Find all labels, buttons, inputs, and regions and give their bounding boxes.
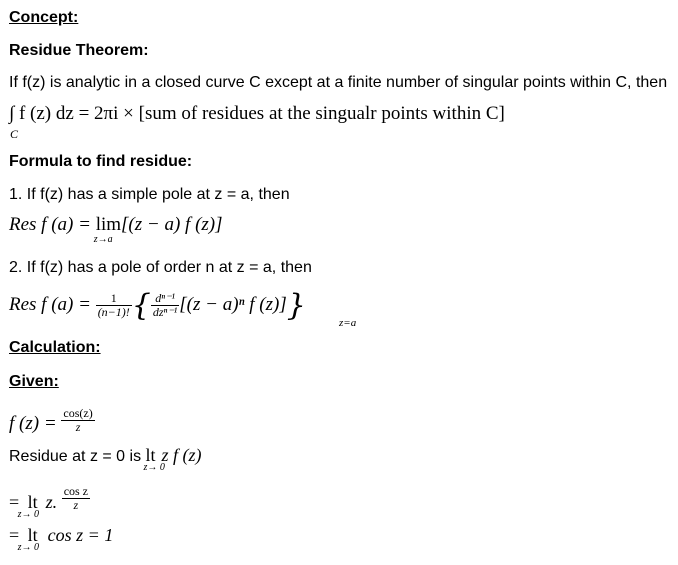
rule2-text: 2. If f(z) has a pole of order n at z = a, then <box>9 259 312 276</box>
concept-heading: Concept: <box>9 9 79 26</box>
given-formula <box>9 407 95 435</box>
theorem-formula <box>9 103 505 125</box>
rule1-formula <box>9 214 223 245</box>
step2-expr: cos z = 1 <box>47 525 114 545</box>
residue-lt <box>143 445 165 473</box>
step1-den: z <box>73 498 79 512</box>
rule2-brace-open: { <box>131 288 151 323</box>
step1-expr: z. <box>45 492 62 512</box>
step2-lt-subscript: z→ 0 <box>17 542 40 553</box>
residue-lt-word: lt <box>145 445 156 465</box>
step1-lt <box>17 492 40 520</box>
formula-heading: Formula to find residue: <box>9 153 193 170</box>
step1-lt-subscript: z→ 0 <box>17 509 40 520</box>
rule2-deriv-den: dzⁿ⁻¹ <box>152 305 178 319</box>
rule2-body: [(z − a)ⁿ f (z)] <box>179 293 287 315</box>
step1-lt-word: lt <box>27 492 38 512</box>
step1-num: cos z <box>63 484 89 498</box>
rule1-limit <box>93 214 122 245</box>
rule2-factorial-fraction <box>96 292 132 319</box>
residue-line-text: Residue at z = 0 is <box>9 448 146 465</box>
residue-theorem-text: If f(z) is analytic in a closed curve C except at a finite number of singular points within C, then <box>9 74 668 91</box>
rule2-brace-close: } <box>286 288 306 323</box>
rule2-frac-den: (n−1)! <box>97 305 130 319</box>
rule2-lhs: Res f (a) = <box>9 293 96 315</box>
rule2-derivative-fraction <box>151 292 179 319</box>
step2-lt-word: lt <box>27 525 38 545</box>
rule2-formula <box>9 288 306 323</box>
integral-sign: ∫ <box>9 103 15 124</box>
given-den: z <box>75 420 81 434</box>
rule2-frac-num: 1 <box>96 292 132 306</box>
rule1-rhs: [(z − a) f (z)] <box>121 214 223 235</box>
integral-subscript: C <box>10 127 19 141</box>
given-heading: Given: <box>9 373 59 390</box>
given-num: cos(z) <box>63 406 93 420</box>
rule2-eval-at: z=a <box>339 317 357 329</box>
residue-expr: z f (z) <box>161 445 202 465</box>
rule1-lhs: Res f (a) = <box>9 214 96 235</box>
rule2-deriv-num: dⁿ⁻¹ <box>151 292 179 306</box>
residue-line <box>9 445 202 473</box>
residue-theorem-heading: Residue Theorem: <box>9 42 149 59</box>
calculation-heading: Calculation: <box>9 339 101 356</box>
given-fraction <box>61 407 94 434</box>
step2 <box>9 525 114 553</box>
step1-fraction <box>62 485 90 512</box>
step2-lt <box>17 525 40 553</box>
theorem-formula-body: f (z) dz = 2πi × [sum of residues at the singualr points within C] <box>18 103 505 124</box>
step1-eq: = <box>9 492 24 512</box>
rule1-lim-word: lim <box>95 214 122 235</box>
step2-eq: = <box>9 525 24 545</box>
step1 <box>9 484 90 520</box>
given-lhs: f (z) = <box>9 413 62 434</box>
rule1-lim-subscript: z→a <box>93 234 113 245</box>
residue-lt-subscript: z→ 0 <box>143 462 165 473</box>
rule1-text: 1. If f(z) has a simple pole at z = a, then <box>9 186 290 203</box>
